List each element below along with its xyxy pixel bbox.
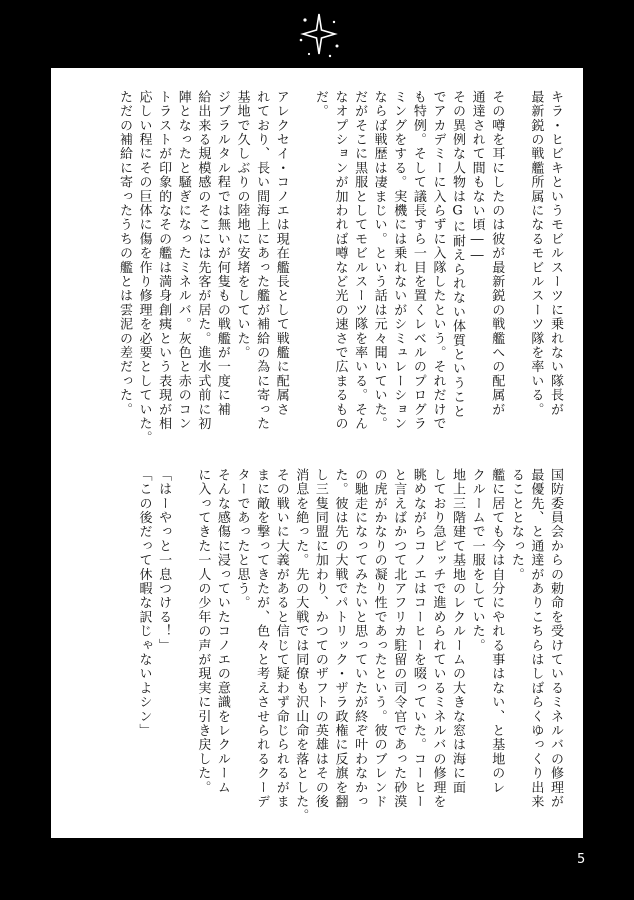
- text-column: ターであったと思う。: [234, 468, 250, 610]
- text-column: 最新鋭の戦艦所属になるモビルスーツ隊を率いる。: [528, 90, 544, 417]
- text-column: ならば戦歴は凄まじい。という話は元々聞いていた。: [371, 90, 387, 431]
- text-column: そんな感傷に浸っていたコノエの意識をレクルーム: [214, 468, 230, 795]
- top-text-block: [114, 90, 565, 445]
- text-column: 基地で久しぶりの陸地に安堵をしていた。: [234, 90, 250, 360]
- bottom-text-block: [134, 468, 565, 828]
- text-column: 応しい程にその巨体に傷を作り修理を必要としていた。: [136, 90, 152, 445]
- text-column: 「この後だって休暇な訳じゃないよシン」: [136, 468, 152, 738]
- text-column: なオプションが加われば噂など光の速さで広まるもの: [332, 90, 348, 431]
- text-column: ミングをする。実機には乗れないがシミュレーション: [391, 90, 407, 431]
- text-column: まに敵を撃ってきたが、色々と考えさせられるクーデ: [254, 468, 270, 809]
- text-column: [173, 468, 193, 828]
- text-column: も特例。そして議長すら一目を置くレベルのプログラ: [410, 90, 426, 431]
- text-column: その噂を耳にしたのは彼が最新鋭の戦艦への配属が: [489, 90, 505, 417]
- text-column: その異例な人物はGに耐えられない体質ということ: [450, 90, 466, 419]
- text-column: ることとなった。: [508, 468, 524, 582]
- text-column: に入ってきた一人の少年の声が現実に引き戻した。: [195, 468, 211, 795]
- text-column: と言えばかつて北アフリカ駐留の司令官であった砂漠: [391, 468, 407, 809]
- text-column: クルームで一服をしていた。: [469, 468, 485, 653]
- text-page: [51, 68, 583, 838]
- text-column: 消息を絶った。先の大戦では同僚も沢山命を落とした。: [293, 468, 309, 823]
- text-column: キラ・ヒビキというモビルスーツに乗れない隊長が: [548, 90, 563, 417]
- text-column: 通達されて間もない頃――: [469, 90, 485, 265]
- text-column: 給出来る規模感のそこには先客が居た。進水式前に初: [195, 90, 211, 431]
- text-column: 陣となったと騒ぎになったミネルバ。灰色と赤のコン: [175, 90, 191, 431]
- text-column: し三隻同盟に加わり、かつてのザフトの英雄はその後: [312, 468, 328, 809]
- text-column: トラストが印象的なその艦は満身創痍という表現が相: [156, 90, 172, 431]
- text-column: しており急ピッチで進められているミネルバの修理を: [430, 468, 446, 809]
- text-column: その戦いに大義があると信じて疑わず命じられるがま: [273, 468, 289, 809]
- text-column: の馳走になってみたいと思っていたが終ぞ叶わなかっ: [352, 468, 368, 809]
- text-column: アレクセイ・コノエは現在艦長として戦艦に配属さ: [273, 90, 289, 417]
- sparkle-ornament-icon: [297, 10, 341, 60]
- text-column: でアカデミーに入らずに入隊したという。それだけで: [430, 90, 446, 431]
- text-column: の虎がかなりの凝り性であったという。彼のブレンド: [371, 468, 387, 809]
- text-column: ジブラルタル程では無いが何隻もの戦艦が一度に補: [214, 90, 230, 417]
- text-column: た。彼は先の大戦でパトリック・ザラ政権に反旗を翻: [332, 468, 348, 809]
- text-column: [291, 90, 311, 435]
- text-column: ただの補給に寄ったうちの艦とは雲泥の差だった。: [116, 90, 132, 417]
- text-column: 艦に居ても今は自分にやれる事はない、と基地のレ: [489, 468, 505, 795]
- text-column: 眺めながらコノエはコーヒーを啜っていた。コーヒー: [410, 468, 426, 809]
- text-column: [506, 90, 526, 435]
- text-column: 国防委員会からの勅命を受けているミネルバの修理が: [548, 468, 563, 809]
- text-column: 「はーやっと一息つける！」: [156, 468, 172, 653]
- text-column: 最優先、と通達がありこちらはしばらくゆっくり出来: [528, 468, 544, 809]
- text-column: だがそこに黒服としてモビルスーツ隊を率いる。そん: [352, 90, 368, 431]
- text-column: だ。: [312, 90, 328, 119]
- page-number: 5: [577, 852, 586, 867]
- text-column: れており、長い間海上にあった艦が補給の為に寄った: [254, 90, 270, 431]
- text-column: 地上三階建て基地のレクルームの大きな窓は海に面: [450, 468, 466, 795]
